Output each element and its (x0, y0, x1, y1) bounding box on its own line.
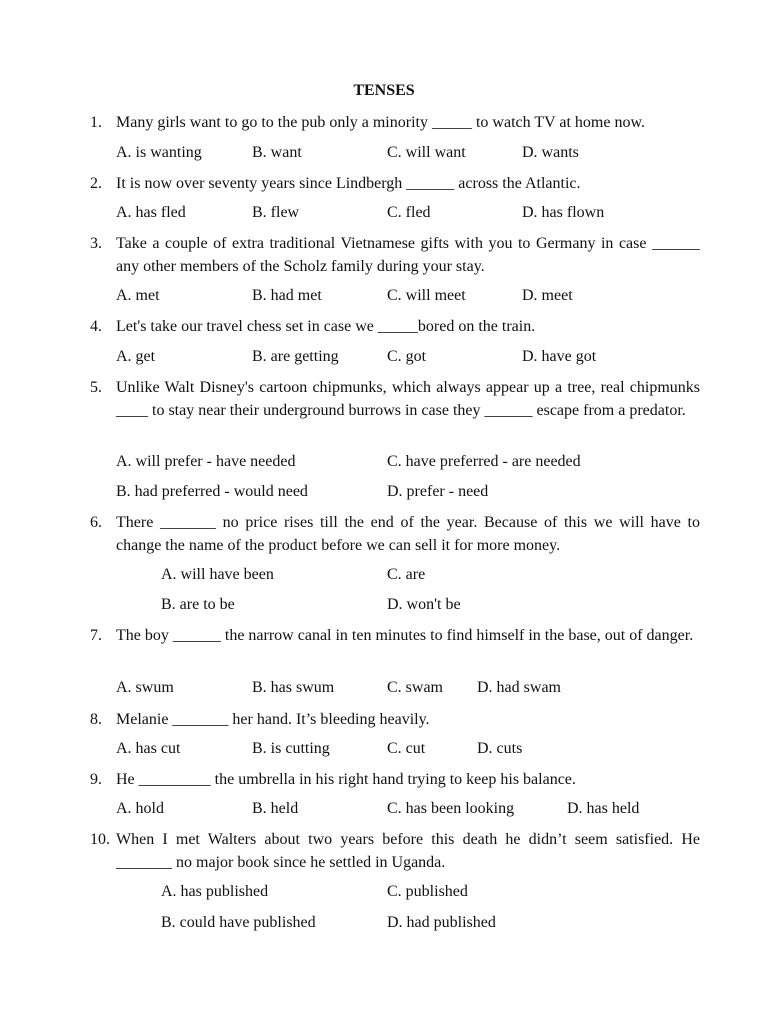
question-text: Many girls want to go to the pub only a minority _____ to watch TV at home now. (116, 114, 645, 131)
option-c: C. got (387, 348, 427, 365)
question-number: 10. (90, 831, 110, 848)
question-8 (90, 708, 700, 731)
option-c: C. have preferred - are needed (387, 453, 581, 470)
question-text: He _________ the umbrella in his right hand trying to keep his balance. (116, 771, 576, 788)
option-d: D. has held (567, 800, 640, 817)
option-c: C. are (387, 566, 426, 583)
option-c: C. will want (387, 144, 466, 161)
question-1 (90, 111, 700, 134)
option-d: D. cuts (477, 740, 523, 757)
option-a: A. is wanting (116, 144, 202, 161)
option-b: B. held (252, 800, 299, 817)
question-text: It is now over seventy years since Lindbergh ______ across the Atlantic. (116, 175, 581, 192)
option-a: A. hold (116, 800, 164, 817)
option-b: B. could have published (161, 914, 316, 931)
option-b: B. are to be (161, 596, 235, 613)
option-c: C. published (387, 883, 468, 900)
option-c: C. swam (387, 679, 443, 696)
option-a: A. has cut (116, 740, 181, 757)
question-number: 6. (90, 514, 102, 531)
option-c: C. cut (387, 740, 426, 757)
option-d: D. meet (522, 287, 573, 304)
option-c: C. fled (387, 204, 431, 221)
option-b: B. want (252, 144, 302, 161)
option-d: D. wants (522, 144, 579, 161)
question-text: Let's take our travel chess set in case we _____bored on the train. (116, 318, 536, 335)
question-number: 4. (90, 318, 102, 335)
question-7 (90, 624, 700, 647)
question-text: Unlike Walt Disney's cartoon chipmunks, which always appear up a tree, real chipmunks ____ to stay near their underground burrows in case they ______ escape from a predator. (116, 379, 700, 419)
question-6 (90, 511, 700, 557)
option-b: B. had preferred - would need (116, 483, 308, 500)
option-d: D. had swam (477, 679, 561, 696)
question-5 (90, 376, 700, 422)
question-number: 1. (90, 114, 102, 131)
question-4 (90, 315, 700, 338)
option-b: B. had met (252, 287, 322, 304)
question-number: 8. (90, 711, 102, 728)
option-a: A. get (116, 348, 156, 365)
question-text: Melanie _______ her hand. It’s bleeding heavily. (116, 711, 430, 728)
option-c: C. will meet (387, 287, 466, 304)
question-number: 7. (90, 627, 102, 644)
option-c: C. has been looking (387, 800, 515, 817)
option-d: D. had published (387, 914, 496, 931)
question-2 (90, 172, 700, 195)
question-9 (90, 768, 700, 791)
option-d: D. won't be (387, 596, 461, 613)
question-text: Take a couple of extra traditional Vietnamese gifts with you to Germany in case ______ any other members of the Scholz family during your stay. (116, 235, 700, 275)
page-title: TENSES (353, 82, 415, 99)
question-text: There _______ no price rises till the end of the year. Because of this we will have to change the name of the product before we can sell it for more money. (116, 514, 700, 554)
option-b: B. are getting (252, 348, 339, 365)
option-a: A. will have been (161, 566, 274, 583)
option-a: A. has fled (116, 204, 186, 221)
question-number: 9. (90, 771, 102, 788)
option-d: D. prefer - need (387, 483, 489, 500)
question-3 (90, 232, 700, 278)
option-a: A. met (116, 287, 160, 304)
option-a: A. has published (161, 883, 269, 900)
option-d: D. has flown (522, 204, 605, 221)
option-b: B. is cutting (252, 740, 330, 757)
question-number: 3. (90, 235, 102, 252)
question-number: 2. (90, 175, 102, 192)
question-text: The boy ______ the narrow canal in ten minutes to find himself in the base, out of danger. (116, 627, 694, 644)
option-d: D. have got (522, 348, 597, 365)
option-b: B. has swum (252, 679, 335, 696)
option-b: B. flew (252, 204, 300, 221)
option-a: A. swum (116, 679, 174, 696)
question-number: 5. (90, 379, 102, 396)
question-text: When I met Walters about two years before this death he didn’t seem satisfied. He _______ no major book since he settled in Uganda. (116, 831, 700, 871)
option-a: A. will prefer - have needed (116, 453, 296, 470)
question-10 (90, 828, 700, 874)
